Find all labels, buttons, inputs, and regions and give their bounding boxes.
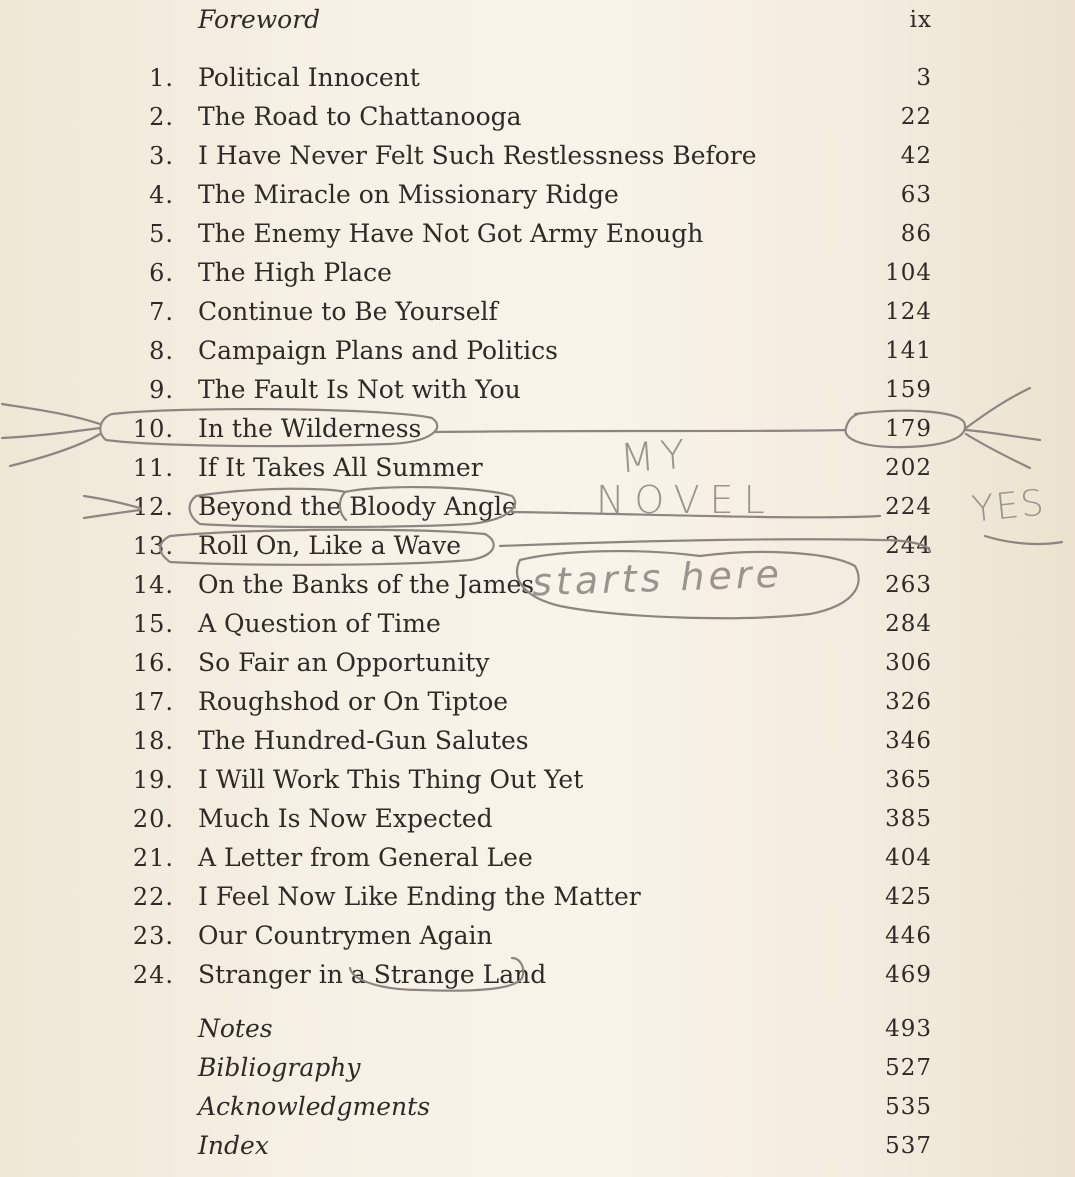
chapter-page: 385 — [885, 806, 932, 832]
chapter-entry — [0, 918, 1075, 954]
chapter-number: 2. — [149, 103, 174, 131]
chapter-page: 284 — [885, 611, 932, 637]
entry-page: 535 — [885, 1094, 932, 1120]
chapter-number: 9. — [149, 376, 174, 404]
chapter-page: 425 — [885, 884, 932, 910]
handwritten-note: NOVEL — [596, 478, 775, 522]
chapter-entry — [0, 411, 1075, 447]
chapter-page: 365 — [885, 767, 932, 793]
front-matter-entry — [0, 2, 1075, 38]
chapter-entry — [0, 294, 1075, 330]
handwritten-note: MY — [618, 431, 693, 483]
handwritten-note: starts here — [531, 551, 784, 605]
chapter-entry — [0, 645, 1075, 681]
chapter-number: 21. — [132, 844, 174, 872]
chapter-title: The Road to Chattanooga — [198, 102, 522, 131]
handwritten-note: YES — [970, 482, 1048, 531]
chapter-number: 4. — [149, 181, 174, 209]
chapter-page: 346 — [885, 728, 932, 754]
chapter-entry — [0, 684, 1075, 720]
chapter-entry — [0, 255, 1075, 291]
chapter-number: 18. — [132, 727, 174, 755]
chapter-title: The Enemy Have Not Got Army Enough — [198, 219, 704, 248]
chapter-page: 22 — [900, 104, 932, 130]
chapter-title: So Fair an Opportunity — [198, 648, 490, 677]
chapter-page: 244 — [885, 533, 932, 559]
chapter-entry — [0, 450, 1075, 486]
chapter-title: Beyond the Bloody Angle — [198, 492, 517, 521]
chapter-entry — [0, 723, 1075, 759]
chapter-entry — [0, 879, 1075, 915]
chapter-entry — [0, 489, 1075, 525]
chapter-title: The Fault Is Not with You — [198, 375, 521, 404]
back-matter-entry — [0, 1089, 1075, 1125]
entry-page: ix — [909, 7, 932, 33]
chapter-title: Roughshod or On Tiptoe — [198, 687, 509, 716]
chapter-title: If It Takes All Summer — [198, 453, 483, 482]
chapter-page: 224 — [885, 494, 932, 520]
chapter-number: 11. — [132, 454, 174, 482]
chapter-entry — [0, 177, 1075, 213]
back-matter-entry — [0, 1011, 1075, 1047]
chapter-page: 263 — [885, 572, 932, 598]
chapter-entry — [0, 372, 1075, 408]
chapter-number: 6. — [149, 259, 174, 287]
chapter-title: Continue to Be Yourself — [198, 297, 498, 326]
chapter-page: 63 — [900, 182, 932, 208]
chapter-number: 13. — [132, 532, 174, 560]
chapter-page: 124 — [885, 299, 932, 325]
chapter-entry — [0, 99, 1075, 135]
chapter-title: A Question of Time — [198, 609, 441, 638]
chapter-entry — [0, 840, 1075, 876]
chapter-title: The Hundred-Gun Salutes — [198, 726, 529, 755]
chapter-title: A Letter from General Lee — [198, 843, 533, 872]
entry-title: Index — [198, 1131, 269, 1160]
entry-page: 527 — [885, 1055, 932, 1081]
chapter-title: I Have Never Felt Such Restlessness Before — [198, 141, 757, 170]
chapter-page: 42 — [900, 143, 932, 169]
entry-title: Bibliography — [198, 1053, 361, 1082]
chapter-page: 446 — [885, 923, 932, 949]
chapter-number: 20. — [132, 805, 174, 833]
chapter-page: 141 — [885, 338, 932, 364]
chapter-number: 7. — [149, 298, 174, 326]
back-matter-entry — [0, 1128, 1075, 1164]
chapter-page: 159 — [885, 377, 932, 403]
chapter-page: 469 — [885, 962, 932, 988]
chapter-entry — [0, 606, 1075, 642]
chapter-title: Roll On, Like a Wave — [198, 531, 461, 560]
chapter-number: 5. — [149, 220, 174, 248]
chapter-title: Our Countrymen Again — [198, 921, 493, 950]
chapter-number: 23. — [132, 922, 174, 950]
chapter-entry — [0, 333, 1075, 369]
chapter-title: I Will Work This Thing Out Yet — [198, 765, 584, 794]
chapter-entry — [0, 216, 1075, 252]
chapter-page: 3 — [916, 65, 932, 91]
chapter-number: 15. — [132, 610, 174, 638]
chapter-number: 22. — [132, 883, 174, 911]
chapter-number: 16. — [132, 649, 174, 677]
chapter-title: I Feel Now Like Ending the Matter — [198, 882, 641, 911]
back-matter-entry — [0, 1050, 1075, 1086]
chapter-page: 326 — [885, 689, 932, 715]
chapter-page: 104 — [885, 260, 932, 286]
chapter-entry — [0, 528, 1075, 564]
chapter-number: 14. — [132, 571, 174, 599]
chapter-title: Stranger in a Strange Land — [198, 960, 547, 989]
chapter-number: 24. — [132, 961, 174, 989]
chapter-entry — [0, 957, 1075, 993]
chapter-title: The High Place — [198, 258, 392, 287]
chapter-entry — [0, 138, 1075, 174]
chapter-number: 3. — [149, 142, 174, 170]
chapter-title: On the Banks of the James — [198, 570, 535, 599]
chapter-number: 19. — [132, 766, 174, 794]
chapter-title: Campaign Plans and Politics — [198, 336, 558, 365]
chapter-number: 1. — [149, 64, 174, 92]
chapter-entry — [0, 801, 1075, 837]
chapter-title: The Miracle on Missionary Ridge — [198, 180, 619, 209]
entry-title: Acknowledgments — [198, 1092, 431, 1121]
chapter-number: 8. — [149, 337, 174, 365]
chapter-title: Political Innocent — [198, 63, 420, 92]
entry-title: Notes — [198, 1014, 273, 1043]
chapter-page: 306 — [885, 650, 932, 676]
chapter-title: Much Is Now Expected — [198, 804, 493, 833]
chapter-page: 404 — [885, 845, 932, 871]
entry-page: 493 — [885, 1016, 932, 1042]
chapter-page: 202 — [885, 455, 932, 481]
chapter-number: 10. — [132, 415, 174, 443]
chapter-page: 179 — [885, 416, 932, 442]
chapter-number: 17. — [132, 688, 174, 716]
chapter-entry — [0, 762, 1075, 798]
chapter-entry — [0, 60, 1075, 96]
entry-title: Foreword — [198, 5, 321, 34]
chapter-number: 12. — [132, 493, 174, 521]
entry-page: 537 — [885, 1133, 932, 1159]
chapter-title: In the Wilderness — [198, 414, 422, 443]
chapter-page: 86 — [900, 221, 932, 247]
